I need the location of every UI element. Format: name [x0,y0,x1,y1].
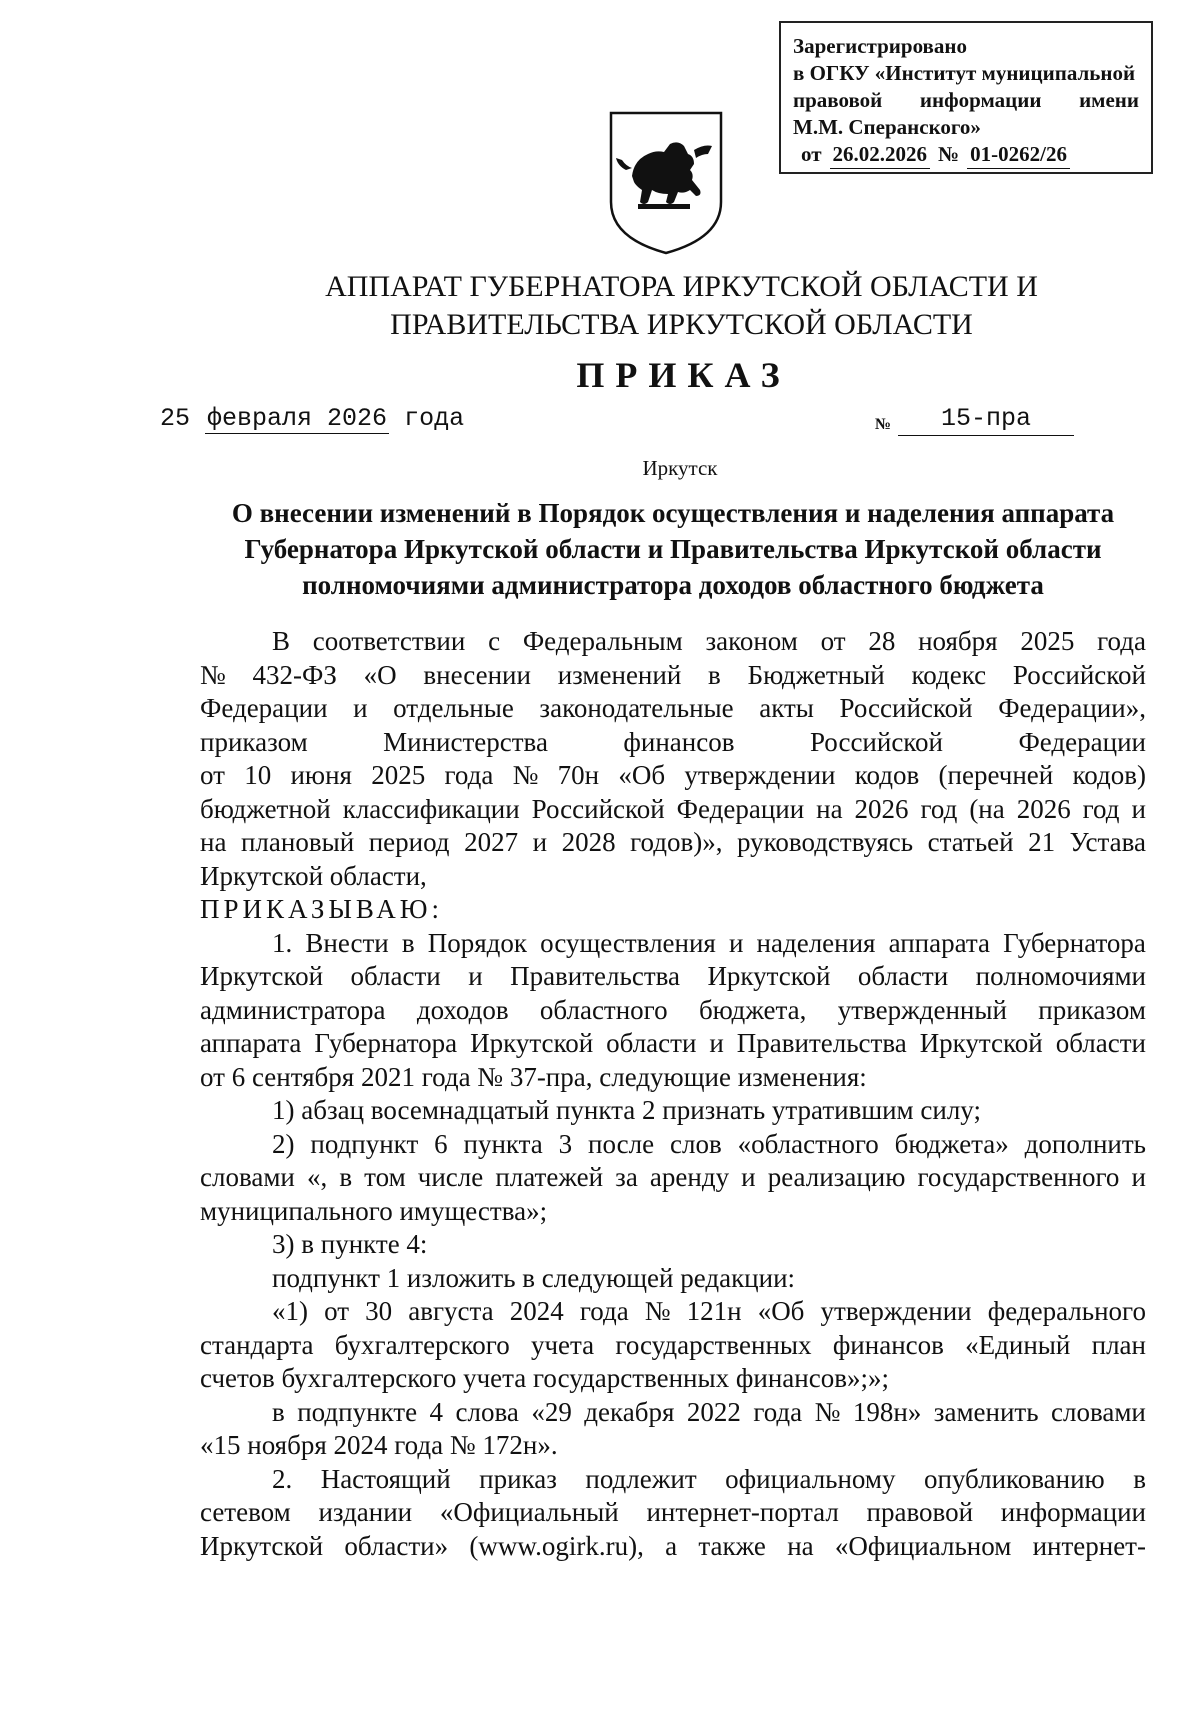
body-line: Иркутской области и Правительства Иркутской области полномочиями [200,961,1146,991]
body-line: от 10 июня 2025 года № 70н «Об утверждении кодов (перечней кодов) [200,760,1146,790]
body-line: администратора доходов областного бюджета, утвержденный приказом [200,994,1146,1025]
order-date-day: 25 [160,404,191,433]
body-line: Иркутской области» (www.ogirk.ru), а также на «Официальном интернет- [200,1530,1146,1561]
order-number: 15-пра [898,404,1074,436]
body-line: от 6 сентября 2021 года № 37-пра, следующие изменения: [200,1061,867,1092]
heading-line-3: полномочиями администратора доходов областного бюджета [302,570,1044,600]
order-date [160,404,464,434]
body-line: Иркутской области, [200,860,427,891]
city-name: Иркутск [642,456,718,480]
stamp-line-speransky: М.М. Сперанского» [793,115,981,139]
body-line: муниципального имущества»; [200,1195,548,1226]
irkutsk-coat-of-arms-icon [608,110,724,256]
body-line: сетевом издании «Официальный интернет-портал правовой информации [200,1497,1146,1527]
body-line: бюджетной классификации Российской Федерации на 2026 год (на 2026 год и [200,793,1146,824]
stamp-line-institute: в ОГКУ «Институт муниципальной [793,61,1136,85]
body-line: «15 ноября 2024 года № 172н». [200,1430,558,1460]
body-line: 2. Настоящий приказ подлежит официальному опубликованию в [272,1463,1146,1494]
org-line-2: ПРАВИТЕЛЬСТВА ИРКУТСКОЙ ОБЛАСТИ [390,308,973,341]
body-line: в подпункте 4 слова «29 декабря 2022 года № 198н» заменить словами [272,1396,1146,1427]
body-line: Федерации и отдельные законодательные акты Российской Федерации», [200,693,1146,723]
stamp-from-label: от [801,142,822,166]
stamp-reg-number: 01-0262/26 [967,141,1070,169]
stamp-word-information: информации [919,88,1042,112]
body-line: счетов бухгалтерского учета государственных финансов»;»; [200,1363,889,1393]
body-line: «1) от 30 августа 2024 года № 121н «Об утверждении федерального [272,1296,1146,1326]
body-line: приказом Министерства финансов Российской Федерации [200,726,1146,757]
body-line: 3) в пункте 4: [272,1229,428,1259]
org-line-1: АППАРАТ ГУБЕРНАТОРА ИРКУТСКОЙ ОБЛАСТИ И [325,270,1038,303]
body-line-order-word: ПРИКАЗЫВАЮ: [200,894,443,924]
document-heading [200,495,1146,603]
document-body [200,625,1146,1563]
body-line: В соответствии с Федеральным законом от 28 ноября 2025 года [272,626,1146,656]
body-line: № 432-ФЗ «О внесении изменений в Бюджетный кодекс Российской [200,659,1146,690]
stamp-word-legal: правовой [793,88,883,112]
body-line: аппарата Губернатора Иркутской области и Правительства Иркутской области [200,1028,1146,1058]
heading-line-1: О внесении изменений в Порядок осуществления и наделения аппарата [231,498,1115,528]
body-line: 1) абзац восемнадцатый пункта 2 признать утратившим силу; [272,1095,981,1125]
body-line: подпункт 1 изложить в следующей редакции: [272,1262,796,1293]
order-date-suffix: года [404,404,465,433]
heading-line-2: Губернатора Иркутской области и Правительства Иркутской области [244,534,1102,564]
document-type-title: ПРИКАЗ [576,355,791,395]
body-line: словами «, в том числе платежей за аренду и реализацию государственного и [200,1162,1146,1192]
stamp-line-reg-details [793,141,1139,169]
order-number-label: № [875,416,892,433]
order-date-month-year: февраля 2026 [207,404,388,433]
registration-stamp [779,21,1153,174]
organization-name [0,268,1200,344]
stamp-line-registered: Зарегистрировано [793,34,967,58]
body-line: 1. Внести в Порядок осуществления и наделения аппарата Губернатора [272,927,1146,958]
body-line: на плановый период 2027 и 2028 годов)», руководствуясь статьей 21 Устава [200,827,1146,857]
stamp-line-legal-info [793,87,1139,114]
body-line: стандарта бухгалтерского учета государственных финансов «Единый план [200,1329,1146,1360]
stamp-reg-date: 26.02.2026 [830,141,931,169]
stamp-num-label: № [938,142,960,166]
body-line: 2) подпункт 6 пункта 3 после слов «областного бюджета» дополнить [272,1128,1146,1159]
stamp-word-named: имени [1079,88,1139,112]
